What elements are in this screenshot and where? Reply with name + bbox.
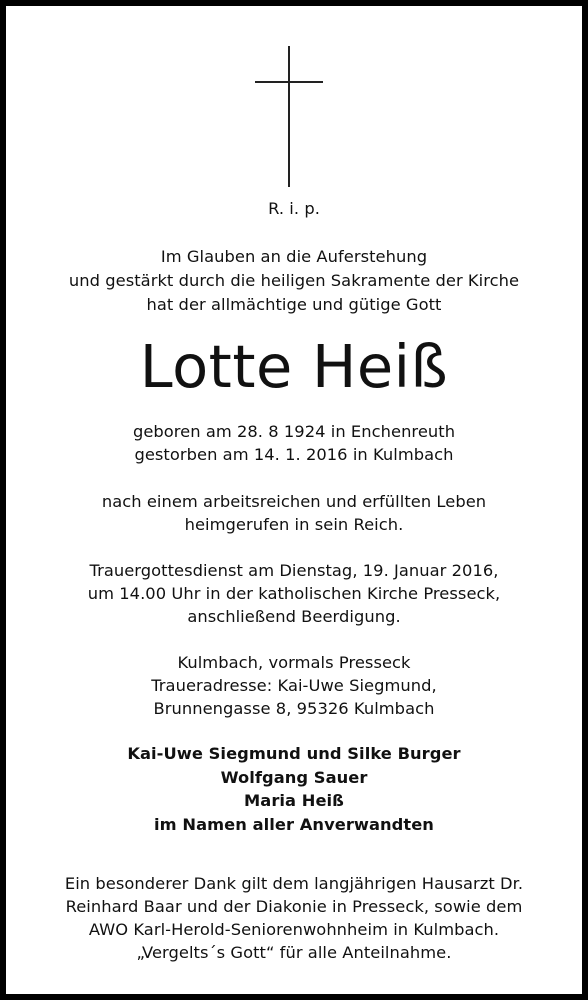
intro-line: hat der allmächtige und gütige Gott	[146, 295, 442, 314]
intro-line: Im Glauben an die Auferstehung	[160, 247, 428, 266]
service-line: anschließend Beerdigung.	[187, 607, 401, 626]
deceased-name: Lotte Heiß	[139, 332, 449, 401]
cross-icon	[288, 46, 290, 187]
death-date: gestorben am 14. 1. 2016 in Kulmbach	[134, 445, 454, 464]
life-line: nach einem arbeitsreichen und erfüllten Leben	[101, 492, 487, 511]
life-line: heimgerufen in sein Reich.	[184, 515, 404, 534]
thanks-line: Ein besonderer Dank gilt dem langjährigen Hausarzt Dr.	[64, 874, 524, 893]
birth-date: geboren am 28. 8 1924 in Enchenreuth	[132, 422, 456, 441]
address-line: Traueradresse: Kai-Uwe Siegmund,	[151, 676, 437, 695]
service-line: Trauergottesdienst am Dienstag, 19. Januar 2016,	[89, 561, 499, 580]
address-line: Brunnengasse 8, 95326 Kulmbach	[153, 699, 435, 718]
thanks-line: AWO Karl-Herold-Seniorenwohnheim in Kulmbach.	[88, 920, 500, 939]
rip-text: R. i. p.	[268, 199, 320, 218]
mourner-line: Maria Heiß	[244, 791, 344, 810]
intro-line: und gestärkt durch die heiligen Sakramente der Kirche	[68, 271, 520, 290]
mourner-line: Wolfgang Sauer	[220, 768, 368, 787]
thanks-line: Reinhard Baar und der Diakonie in Presseck, sowie dem	[65, 897, 523, 916]
cross-icon-bar	[255, 81, 323, 83]
service-line: um 14.00 Uhr in der katholischen Kirche Presseck,	[87, 584, 501, 603]
thanks-line: „Vergelts´s Gott“ für alle Anteilnahme.	[136, 943, 452, 962]
mourner-line: Kai-Uwe Siegmund und Silke Burger	[127, 744, 461, 763]
mourner-line: im Namen aller Anverwandten	[154, 815, 434, 834]
address-line: Kulmbach, vormals Presseck	[177, 653, 411, 672]
